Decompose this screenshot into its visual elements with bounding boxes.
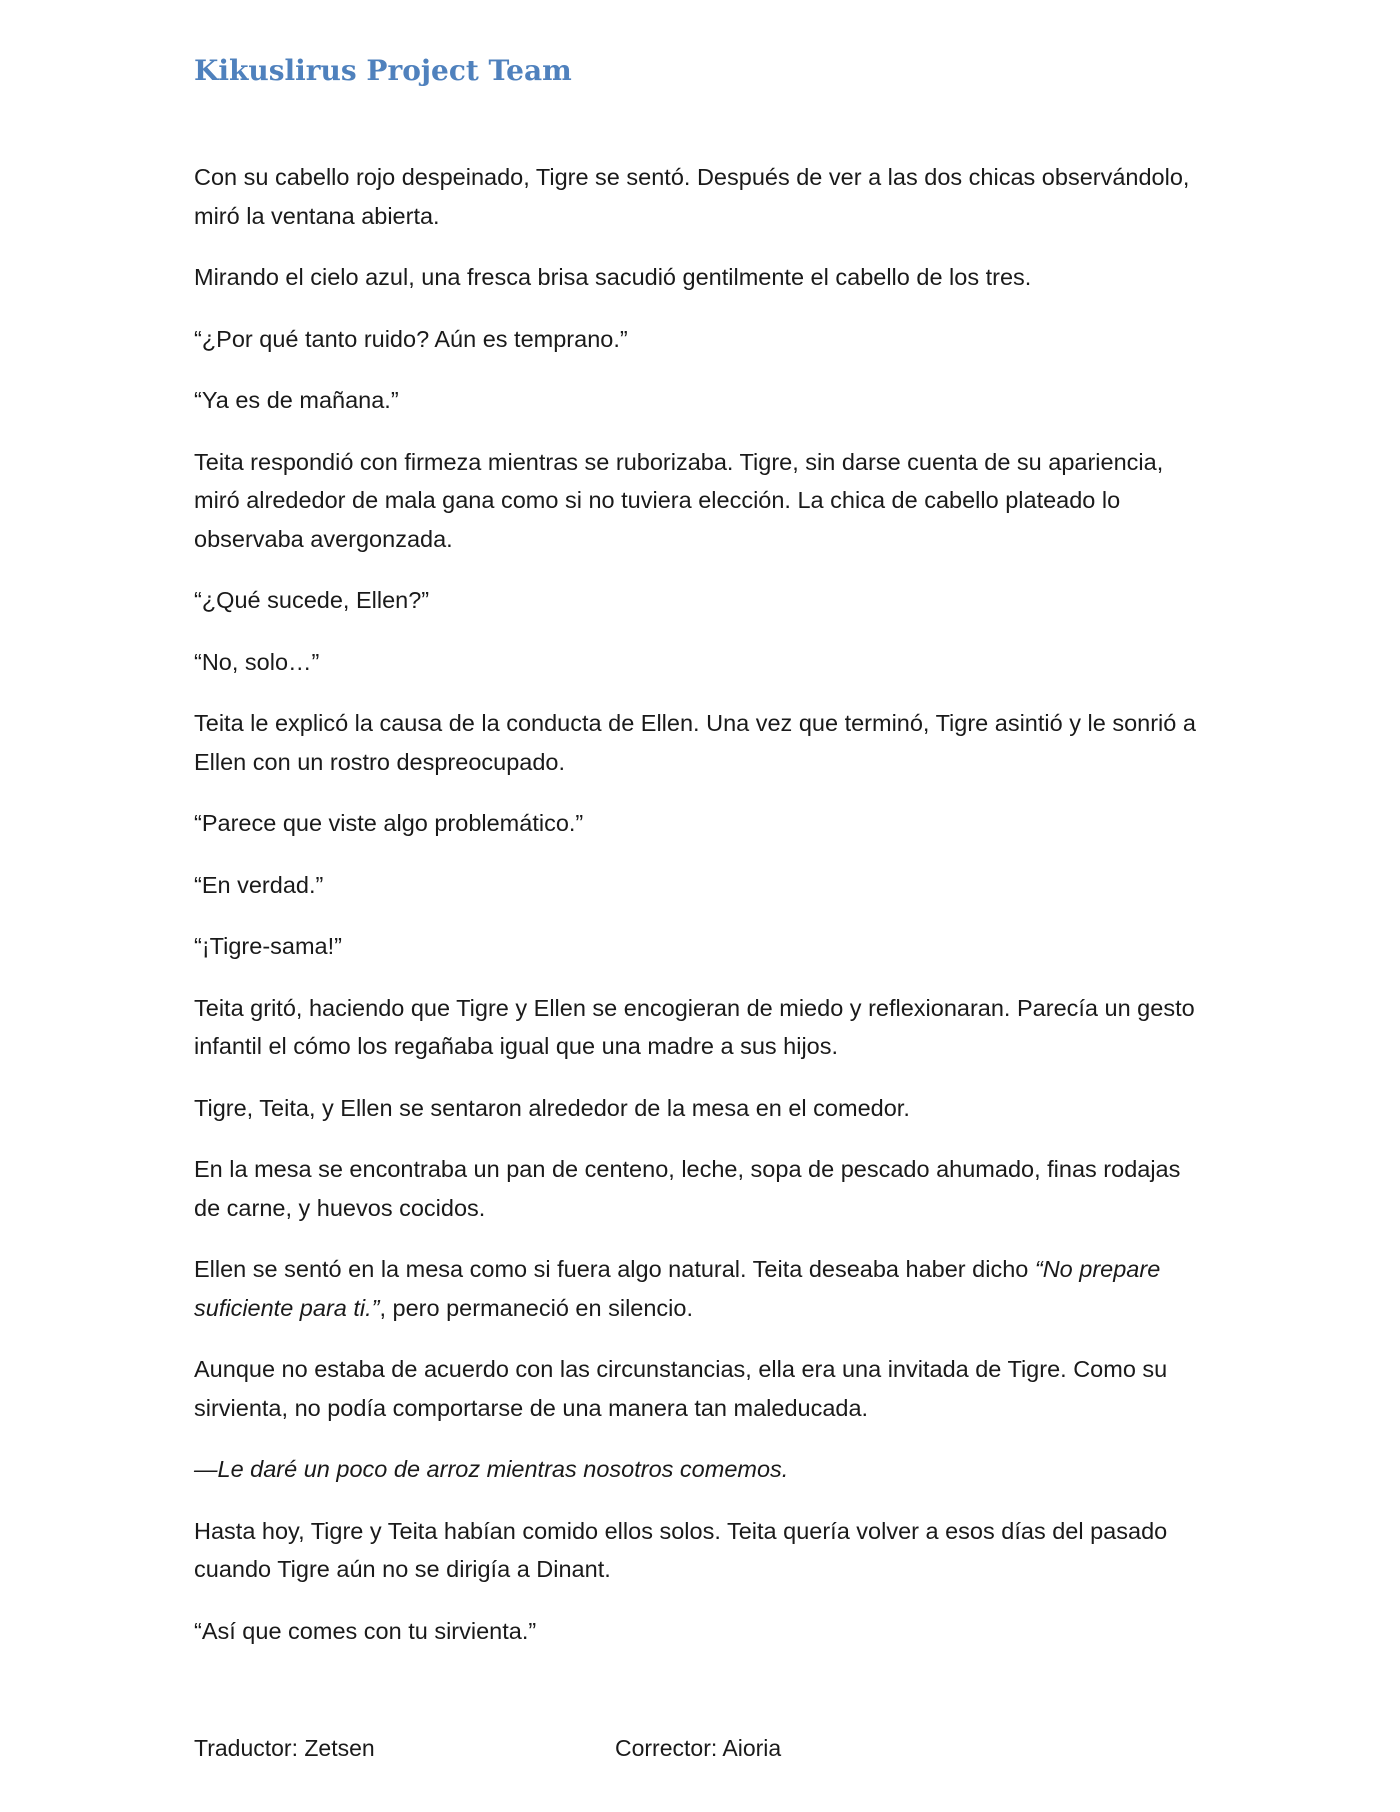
footer-corrector: Corrector: Aioria xyxy=(615,1735,782,1761)
paragraph: “¿Qué sucede, Ellen?” xyxy=(194,587,430,613)
paragraph-text: , pero permaneció en silencio. xyxy=(379,1294,693,1321)
footer-translator: Traductor: Zetsen xyxy=(194,1735,375,1761)
paragraph: “¡Tigre-sama!” xyxy=(194,933,342,959)
page-header-title: Kikuslirus Project Team xyxy=(194,54,572,87)
paragraph: “¿Por qué tanto ruido? Aún es temprano.” xyxy=(194,325,628,352)
paragraph: Hasta hoy, Tigre y Teita habían comido ellos solos. Teita quería volver a esos días del pasado cuando Tigre aún no se dirigía a Dinant. xyxy=(194,1517,1168,1582)
paragraph-italic-text: “No prepare suficiente para ti.” xyxy=(194,1256,1161,1321)
paragraph: Tigre, Teita, y Ellen se sentaron alrededor de la mesa en el comedor. xyxy=(194,1094,910,1121)
paragraph: Teita le explicó la causa de la conducta de Ellen. Una vez que terminó, Tigre asintió y le sonrió a Ellen con un rostro despreocupado. xyxy=(194,710,1196,775)
paragraph-italic xyxy=(194,1450,1204,1489)
paragraph-italic-text: —Le daré un poco de arroz mientras nosotros comemos. xyxy=(194,1456,789,1482)
paragraph: En la mesa se encontraba un pan de centeno, leche, sopa de pescado ahumado, finas rodajas de carne, y huevos cocidos. xyxy=(194,1156,1181,1221)
paragraph: “Parece que viste algo problemático.” xyxy=(194,810,584,836)
paragraph: “No, solo…” xyxy=(194,648,320,675)
paragraph: Con su cabello rojo despeinado, Tigre se sentó. Después de ver a las dos chicas observándolo, miró la ventana abierta. xyxy=(194,164,1190,229)
paragraph: Teita respondió con firmeza mientras se ruborizaba. Tigre, sin darse cuenta de su apariencia, miró alrededor de mala gana como si no tuviera elección. La chica de cabello plateado lo observaba avergonzada. xyxy=(194,448,1164,552)
paragraph-text: Ellen se sentó en la mesa como si fuera algo natural. Teita deseaba haber dicho xyxy=(194,1256,1035,1282)
document-body xyxy=(194,158,1204,1673)
paragraph: Mirando el cielo azul, una fresca brisa sacudió gentilmente el cabello de los tres. xyxy=(194,264,1032,290)
paragraph: “En verdad.” xyxy=(194,871,324,898)
paragraph: “Así que comes con tu sirvienta.” xyxy=(194,1617,537,1644)
paragraph-mixed xyxy=(194,1250,1204,1327)
paragraph: Teita gritó, haciendo que Tigre y Ellen se encogieran de miedo y reflexionaran. Parecía un gesto infantil el cómo los regañaba igual que una madre a sus hijos. xyxy=(194,994,1195,1059)
paragraph: “Ya es de mañana.” xyxy=(194,387,399,413)
paragraph: Aunque no estaba de acuerdo con las circunstancias, ella era una invitada de Tigre. Como su sirvienta, no podía comportarse de una manera tan maleducada. xyxy=(194,1356,1168,1421)
